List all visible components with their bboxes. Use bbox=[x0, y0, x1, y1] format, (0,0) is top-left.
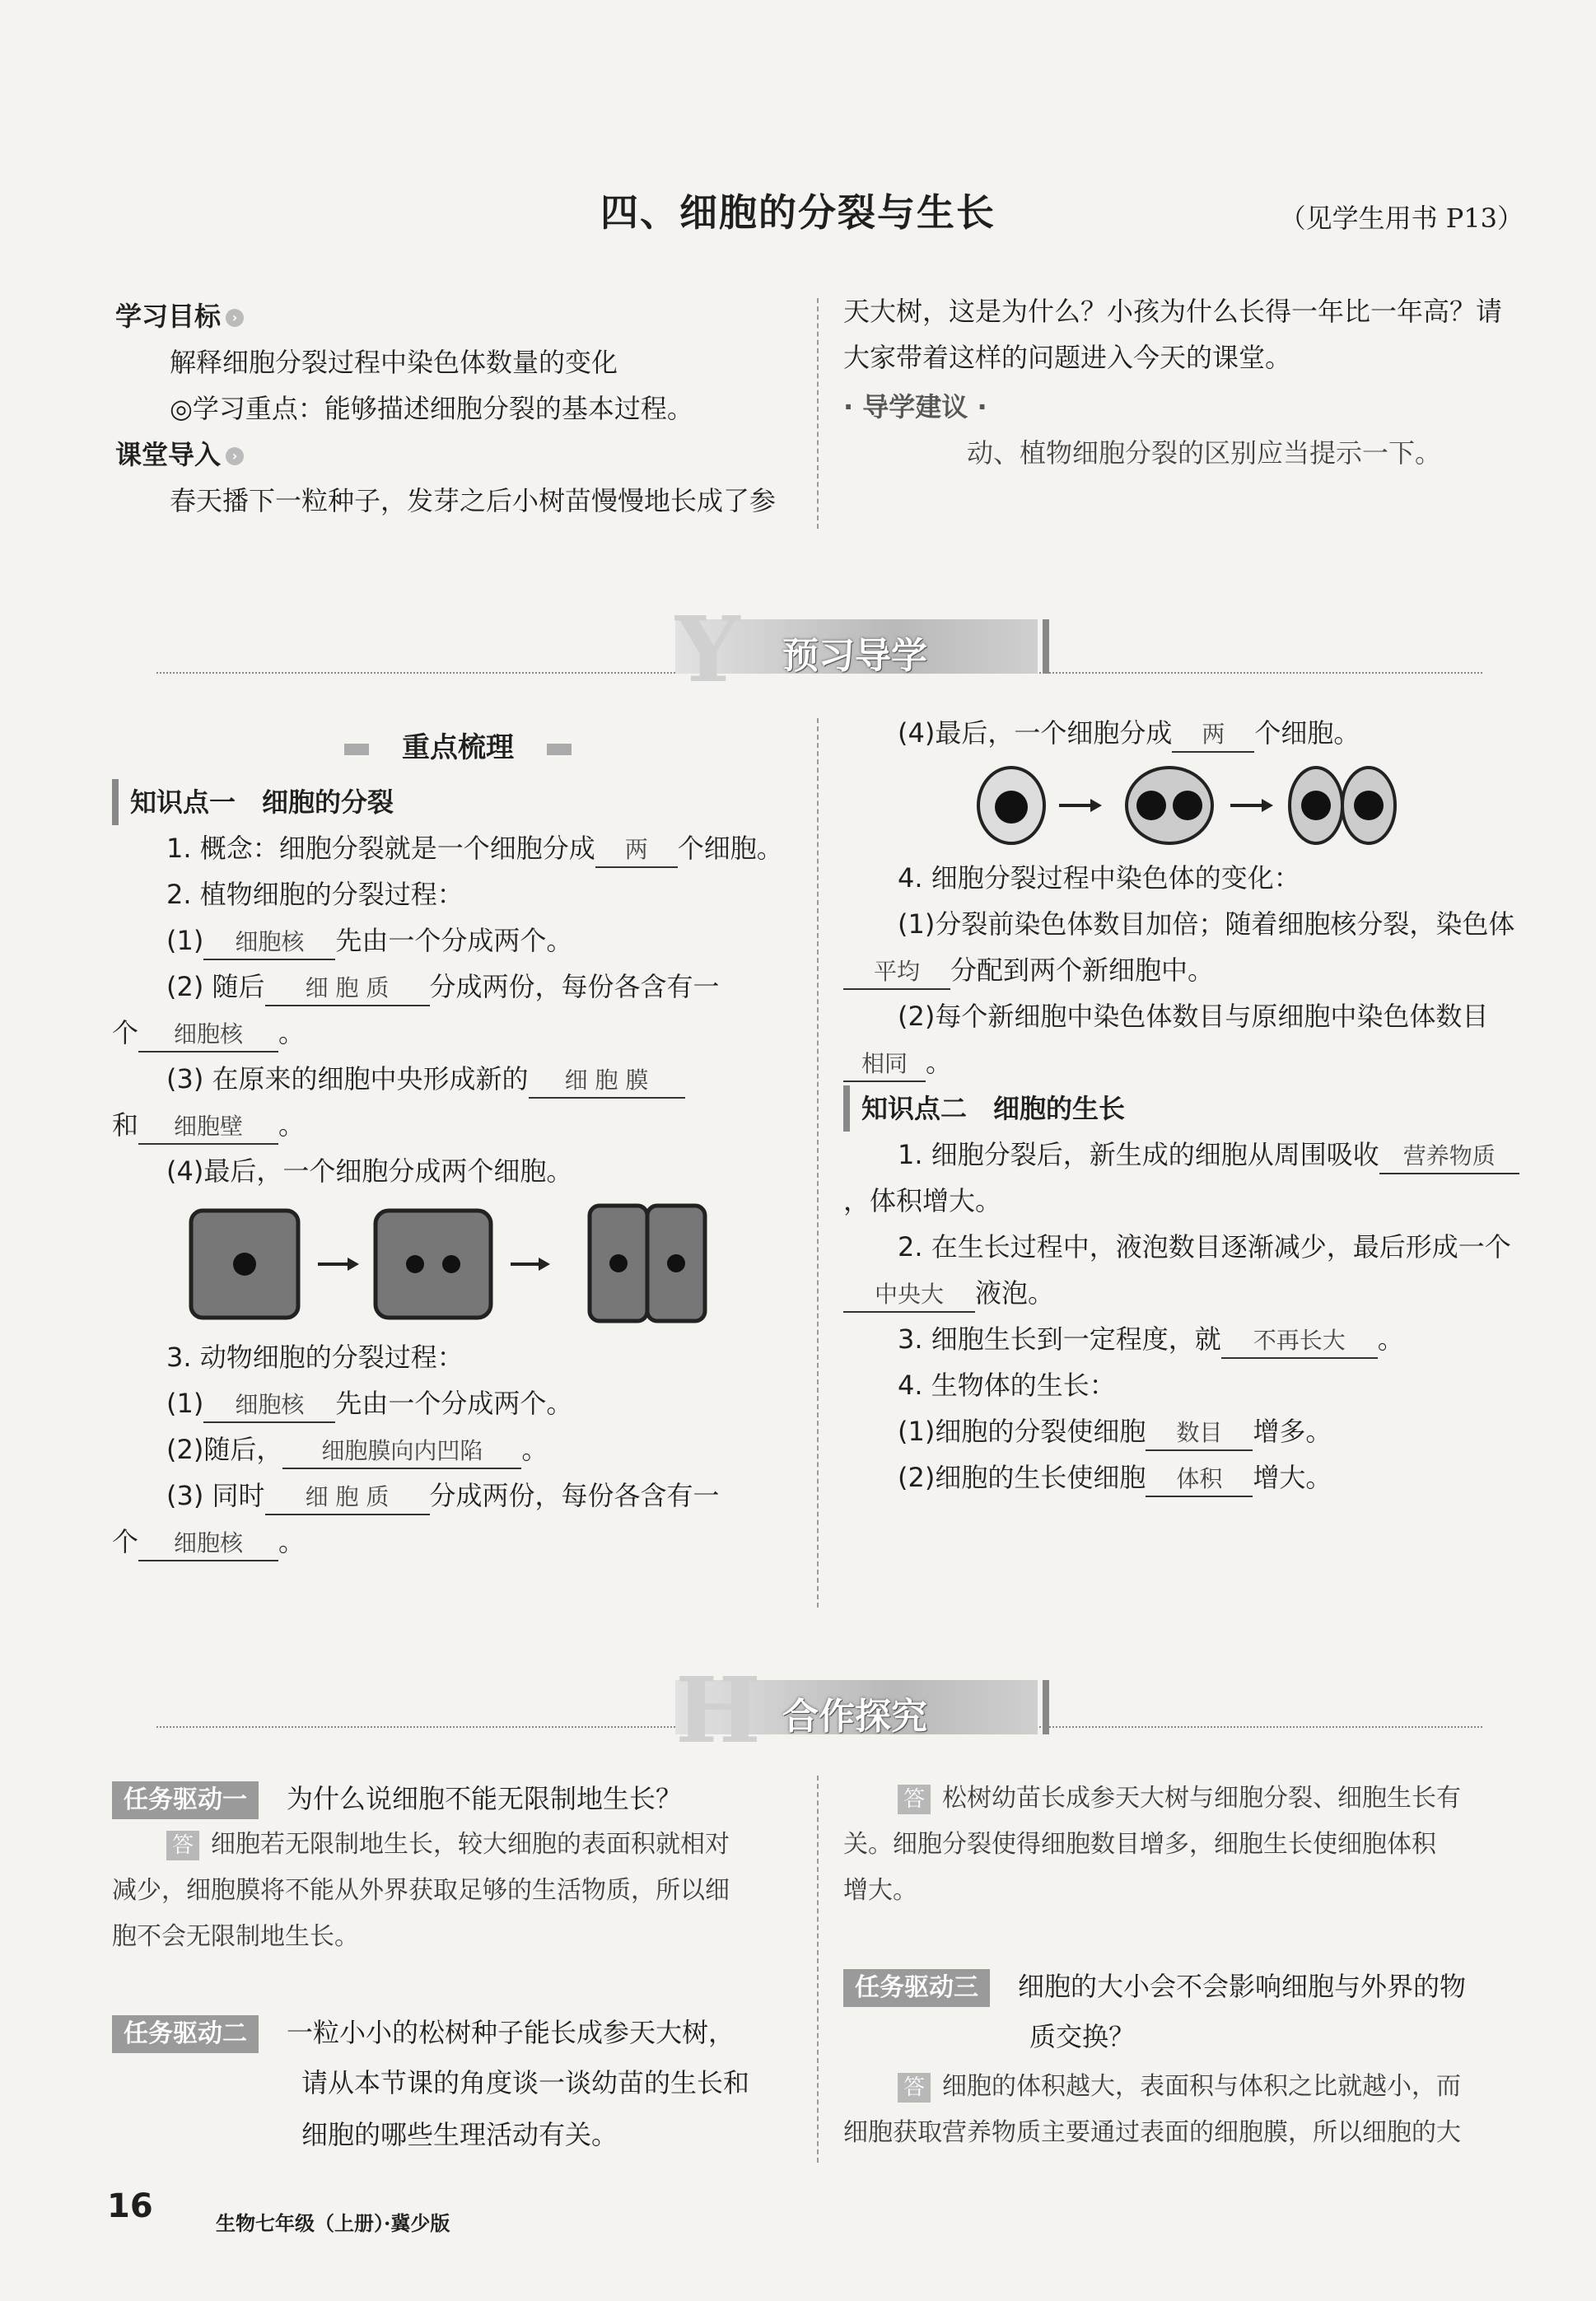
task-question: 为什么说细胞不能无限制地生长？ bbox=[287, 1783, 683, 1814]
plant-step-3: (3) 在原来的细胞中央形成新的 细 胞 膜 bbox=[112, 1056, 804, 1102]
plant-step-2: (2) 随后 细 胞 质 分成两份，每份各含有一 bbox=[112, 964, 804, 1010]
task-1-answer-2: 减少，细胞膜将不能从外界获取足够的生活物质，所以细 bbox=[112, 1876, 730, 1905]
task-2-question-3: 细胞的哪些生理活动有关。 bbox=[301, 2119, 618, 2150]
answer-blank: 不再长大 bbox=[1221, 1324, 1378, 1359]
arrow-icon bbox=[318, 1258, 359, 1271]
chromosome-2: (2)每个新细胞中染色体数目与原细胞中染色体数目 bbox=[898, 1001, 1489, 1032]
book-reference: （见学生用书 P13） bbox=[1279, 203, 1524, 234]
growth-2: 2. 在生长过程中，液泡数目逐渐减少，最后形成一个 bbox=[898, 1231, 1511, 1263]
plant-step-3-cont: 和 细胞壁 。 bbox=[112, 1102, 804, 1148]
animal-division-svg bbox=[843, 756, 1535, 855]
chromosome-1: (1)分裂前染色体数目加倍；随着细胞核分裂，染色体 bbox=[898, 908, 1515, 940]
lead-text-1: 春天播下一粒种子，发芽之后小树苗慢慢地长成了参 bbox=[170, 485, 777, 516]
plant-cell-3 bbox=[590, 1206, 705, 1321]
plant-cell-1 bbox=[191, 1211, 298, 1318]
lead-text-2: 天大树，这是为什么？小孩为什么长得一年比一年高？请 bbox=[843, 296, 1503, 327]
book-title: 生物七年级（上册）·冀少版 bbox=[216, 2211, 450, 2235]
growth-3: 3. 细胞生长到一定程度，就 不再长大 。 bbox=[843, 1316, 1535, 1362]
task-3-answer-2: 细胞获取营养物质主要通过表面的细胞膜，所以细胞的大 bbox=[843, 2118, 1461, 2147]
section-banner-explore bbox=[675, 1657, 1038, 1763]
plant-division-heading: 2. 植物细胞的分裂过程： bbox=[166, 879, 464, 910]
chromosome-1-cont: 平均 分配到两个新细胞中。 bbox=[843, 947, 1535, 993]
tasks-left bbox=[112, 1776, 804, 2159]
answer-blank: 相同 bbox=[843, 1048, 926, 1082]
suggest-text: 动、植物细胞分裂的区别应当提示一下。 bbox=[967, 437, 1442, 469]
answer-blank: 细胞壁 bbox=[138, 1110, 278, 1145]
task-3-answer: 答 细胞的体积越大，表面积与体积之比就越小，而 bbox=[843, 2064, 1535, 2110]
answer-blank: 平均 bbox=[843, 955, 950, 990]
section-letter: Y bbox=[675, 596, 740, 702]
answer-blank: 细胞膜向内凹陷 bbox=[282, 1435, 521, 1469]
task-1-answer: 答 细胞若无限制地生长，较大细胞的表面积就相对 bbox=[112, 1822, 804, 1868]
objective-2: ◎学习重点：能够描述细胞分裂的基本过程。 bbox=[170, 393, 693, 424]
section-letter: H bbox=[675, 1657, 761, 1763]
answer-blank: 细胞核 bbox=[138, 1527, 278, 1561]
animal-step-3: (3) 同时 细 胞 质 分成两份，每份各含有一 bbox=[112, 1473, 804, 1519]
organism-growth-2: (2)细胞的生长使细胞 体积 增大。 bbox=[843, 1454, 1535, 1501]
chromosome-2-cont: 相同 。 bbox=[843, 1039, 1535, 1085]
task-label: 任务驱动三 bbox=[843, 1969, 990, 2007]
growth-1: 1. 细胞分裂后，新生成的细胞从周围吸收 营养物质 bbox=[843, 1132, 1535, 1178]
suggest-label: · 导学建议 · bbox=[843, 391, 987, 422]
plant-division-figure bbox=[112, 1194, 804, 1334]
chromosome-heading: 4. 细胞分裂过程中染色体的变化： bbox=[898, 862, 1300, 894]
lead-label: 课堂导入 › bbox=[115, 432, 799, 478]
banner-bar bbox=[1043, 1680, 1049, 1734]
answer-blank: 细 胞 膜 bbox=[529, 1064, 685, 1099]
section-title: 预习导学 bbox=[782, 635, 927, 677]
animal-step-1: (1) 细胞核 先由一个分成两个。 bbox=[112, 1380, 804, 1426]
growth-2-cont: 中央大 液泡。 bbox=[843, 1270, 1535, 1316]
banner-bar bbox=[1043, 619, 1049, 674]
objective-1: 解释细胞分裂过程中染色体数量的变化 bbox=[170, 347, 618, 378]
arrow-icon bbox=[1230, 799, 1273, 812]
answer-blank: 数目 bbox=[1146, 1417, 1253, 1451]
task-question: 细胞的大小会不会影响细胞与外界的物 bbox=[1018, 1971, 1467, 2002]
answer-blank: 细 胞 质 bbox=[265, 1481, 430, 1515]
answer-icon: 答 bbox=[898, 2073, 931, 2103]
plant-cell-2 bbox=[376, 1211, 491, 1318]
growth-1-cont: ，体积增大。 bbox=[843, 1185, 1002, 1216]
section-title: 合作探究 bbox=[782, 1696, 927, 1738]
heading-deco bbox=[547, 744, 572, 755]
plant-step-1: (1) 细胞核 先由一个分成两个。 bbox=[112, 917, 804, 964]
right-column bbox=[843, 710, 1535, 1501]
page-title: 四、细胞的分裂与生长 bbox=[600, 190, 996, 235]
arrow-icon bbox=[511, 1258, 550, 1271]
page-number: 16 bbox=[107, 2187, 153, 2225]
lead-text-3: 大家带着这样的问题进入今天的课堂。 bbox=[843, 342, 1292, 373]
answer-blank: 细 胞 质 bbox=[265, 972, 430, 1006]
left-column bbox=[112, 725, 804, 1565]
chevron-icon: › bbox=[226, 309, 244, 327]
animal-cell-1 bbox=[978, 768, 1044, 843]
organism-growth-1: (1)细胞的分裂使细胞 数目 增多。 bbox=[843, 1408, 1535, 1454]
task-question: 一粒小小的松树种子能长成参天大树， bbox=[287, 2017, 735, 2048]
task-1-answer-3: 胞不会无限制地生长。 bbox=[112, 1922, 359, 1951]
task-2-answer: 答 松树幼苗长成参天大树与细胞分裂、细胞生长有 bbox=[843, 1776, 1535, 1822]
chevron-icon: › bbox=[226, 447, 244, 465]
task-label: 任务驱动二 bbox=[112, 2015, 259, 2053]
key-points-heading: 重点梳理 bbox=[112, 725, 804, 771]
animal-step-2: (2)随后， 细胞膜向内凹陷 。 bbox=[112, 1426, 804, 1473]
task-3-question-2: 质交换？ bbox=[1029, 2021, 1136, 2052]
task-2-question-2: 请从本节课的角度谈一谈幼苗的生长和 bbox=[301, 2067, 750, 2098]
section-banner-preview bbox=[675, 596, 1038, 702]
task-label: 任务驱动一 bbox=[112, 1781, 259, 1819]
animal-division-heading: 3. 动物细胞的分裂过程： bbox=[166, 1342, 464, 1373]
animal-step-3-cont: 个 细胞核 。 bbox=[112, 1519, 804, 1565]
knowledge-point-1: 知识点一 细胞的分裂 bbox=[112, 779, 804, 825]
column-divider bbox=[817, 1776, 819, 2163]
task-1 bbox=[112, 1776, 804, 1822]
answer-blank: 两 bbox=[595, 833, 678, 868]
task-2-answer-2: 关。细胞分裂使得细胞数目增多，细胞生长使细胞体积 bbox=[843, 1830, 1436, 1859]
answer-blank: 细胞核 bbox=[203, 926, 335, 960]
column-divider bbox=[817, 718, 819, 1608]
answer-blank: 中央大 bbox=[843, 1278, 975, 1313]
intro-right bbox=[843, 288, 1535, 476]
intro-left bbox=[115, 293, 799, 524]
animal-cell-2 bbox=[1127, 768, 1212, 843]
animal-division-figure bbox=[843, 756, 1535, 855]
plant-step-4: (4)最后，一个细胞分成两个细胞。 bbox=[166, 1155, 573, 1187]
answer-blank: 两 bbox=[1172, 718, 1254, 753]
answer-blank: 体积 bbox=[1146, 1463, 1253, 1497]
task-3 bbox=[843, 1963, 1535, 2009]
column-divider bbox=[817, 298, 819, 529]
task-2 bbox=[112, 2009, 804, 2056]
organism-growth-heading: 4. 生物体的生长： bbox=[898, 1370, 1116, 1401]
answer-blank: 细胞核 bbox=[138, 1018, 278, 1052]
concept-line: 1. 概念：细胞分裂就是一个细胞分成 两 个细胞。 bbox=[112, 825, 804, 871]
answer-icon: 答 bbox=[166, 1831, 199, 1860]
answer-icon: 答 bbox=[898, 1785, 931, 1814]
objectives-label: 学习目标 › bbox=[115, 293, 799, 339]
plant-division-svg bbox=[112, 1194, 804, 1334]
animal-step-4: (4)最后，一个细胞分成 两 个细胞。 bbox=[843, 710, 1535, 756]
tasks-right bbox=[843, 1776, 1535, 2156]
animal-cell-3 bbox=[1290, 768, 1395, 843]
arrow-icon bbox=[1059, 799, 1102, 812]
task-2-answer-3: 增大。 bbox=[843, 1876, 917, 1905]
knowledge-point-2: 知识点二 细胞的生长 bbox=[843, 1085, 1535, 1132]
heading-deco bbox=[344, 744, 369, 755]
plant-step-2-cont: 个 细胞核 。 bbox=[112, 1010, 804, 1056]
answer-blank: 营养物质 bbox=[1379, 1140, 1519, 1174]
answer-blank: 细胞核 bbox=[203, 1389, 335, 1423]
